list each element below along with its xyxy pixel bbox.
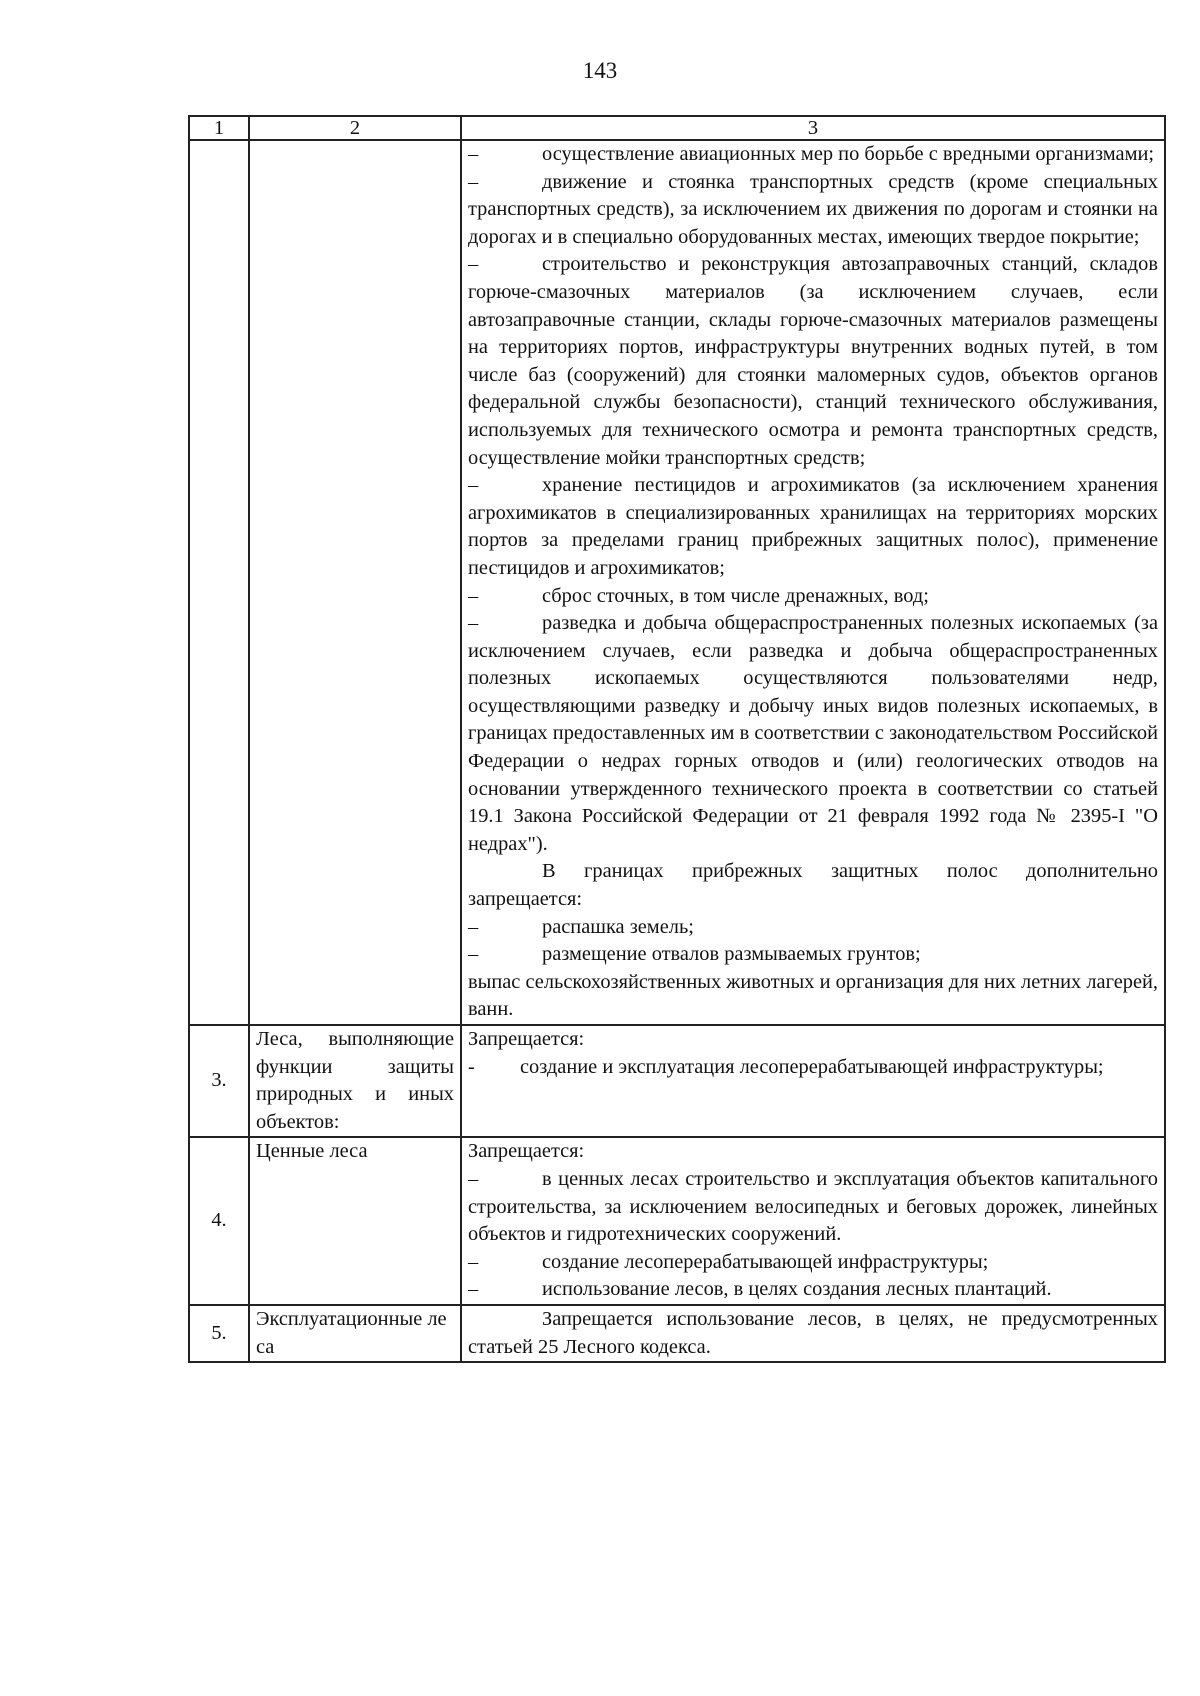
dash-mark: – bbox=[468, 612, 479, 635]
dash-mark: - bbox=[468, 1055, 475, 1078]
list-item: – осуществление авиационных мер по борьбе с вредными организмами; bbox=[468, 141, 1158, 169]
table-row-4 bbox=[189, 1137, 1165, 1305]
coastal-intro: В границах прибрежных защитных полос дополнительно запрещается: bbox=[468, 860, 1158, 911]
dash-mark: – bbox=[468, 143, 479, 165]
dash-mark: – bbox=[468, 474, 479, 497]
header-col-3: 3 bbox=[461, 116, 1165, 140]
row-number-empty bbox=[189, 140, 249, 1025]
dash-mark: – bbox=[468, 170, 479, 193]
restriction-intro: Запрещается: bbox=[468, 1028, 585, 1050]
list-item: - создание и эксплуатация лесоперерабатывающей инфраструктуры; bbox=[468, 1054, 1158, 1082]
list-item: – строительство и реконструкция автозаправочных станций, складов горюче-смазочных материалов (за исключением случаев, если автозаправочные станции, склады горюче-смазочных материалов размещены на территориях портов, инфраструктуры внутренних водных путей, в том числе баз (сооружений) для стоянки маломерных судов, объектов органов федеральной службы безопасности), станций технического обслуживания, используемых для технического осмотра и ремонта транспортных средств, осуществление мойки транспортных средств; bbox=[468, 253, 1158, 469]
dash-mark: – bbox=[468, 1167, 479, 1190]
table-header-row bbox=[189, 116, 1165, 140]
restriction-text: Запрещается использование лесов, в целях, не предусмотренных статьей 25 Лесного кодекса. bbox=[468, 1307, 1158, 1358]
table-row-5 bbox=[189, 1305, 1165, 1362]
dash-mark: – bbox=[468, 1250, 479, 1273]
restrictions-cell bbox=[461, 1025, 1165, 1137]
final-item: выпас сельскохозяйственных животных и организация для них летних лагерей, ванн. bbox=[468, 970, 1158, 1021]
row-number: 4. bbox=[189, 1137, 249, 1305]
dash-mark: – bbox=[468, 584, 479, 607]
list-item: – использование лесов, в целях создания лесных плантаций. bbox=[468, 1276, 1158, 1304]
list-item: – размещение отвалов размываемых грунтов; bbox=[468, 941, 1158, 969]
list-item: – создание лесоперерабатывающей инфраструктуры; bbox=[468, 1249, 1158, 1277]
table-row-continuation bbox=[189, 140, 1165, 1025]
row-number: 3. bbox=[189, 1025, 249, 1137]
row-name bbox=[249, 1305, 461, 1362]
list-item: – движение и стоянка транспортных средств (кроме специальных транспортных средств), за исключением их движения по дорогам и стоянки на дорогах и в специально оборудованных местах, имеющих твердое покрытие; bbox=[468, 170, 1158, 248]
list-item: – сброс сточных, в том числе дренажных, вод; bbox=[468, 583, 1158, 611]
row-name: Ценные леса bbox=[249, 1137, 461, 1305]
restriction-intro: Запрещается: bbox=[468, 1140, 585, 1163]
page-number: 143 bbox=[582, 58, 618, 83]
row-name: Леса, выполняющие функции защиты природных и иных объектов: bbox=[249, 1025, 461, 1137]
table-row-3 bbox=[189, 1025, 1165, 1137]
list-item: – хранение пестицидов и агрохимикатов (за исключением хранения агрохимикатов в специализированных хранилищах на территориях морских портов за пределами границ прибрежных защитных полос), применение пестицидов и агрохимикатов; bbox=[468, 474, 1158, 579]
header-col-2: 2 bbox=[249, 116, 461, 140]
header-col-1: 1 bbox=[189, 116, 249, 140]
restrictions-cell bbox=[461, 1305, 1165, 1362]
dash-mark: – bbox=[468, 915, 479, 938]
restrictions-cell bbox=[461, 1137, 1165, 1305]
list-item: – распашка земель; bbox=[468, 914, 1158, 942]
dash-mark: – bbox=[468, 943, 479, 966]
dash-mark: – bbox=[468, 1278, 479, 1301]
regulations-table bbox=[188, 115, 1166, 1363]
restrictions-cell bbox=[461, 140, 1165, 1025]
row-name-empty bbox=[249, 140, 461, 1025]
list-item: – разведка и добыча общераспространенных полезных ископаемых (за исключением случаев, если разведка и добыча общераспространенных полезных ископаемых осуществляются пользователями недр, осуществляющими разведку и добычу иных видов полезных ископаемых, в границах предоставленных им в соответствии с законодательством Российской Федерации о недрах горных отводов и (или) геологических отводов на основании утвержденного технического проекта в соответствии со статьей 19.1 Закона Российской Федерации от 21 февраля 1992 года № 2395-I "О недрах"). bbox=[468, 612, 1158, 855]
list-item: – в ценных лесах строительство и эксплуатация объектов капитального строительства, за исключением велосипедных и беговых дорожек, линейных объектов и гидротехнических сооружений. bbox=[468, 1167, 1158, 1246]
row-number: 5. bbox=[189, 1305, 249, 1362]
dash-mark: – bbox=[468, 253, 479, 276]
row-name-text: Эксплуатационные леса bbox=[256, 1307, 447, 1358]
